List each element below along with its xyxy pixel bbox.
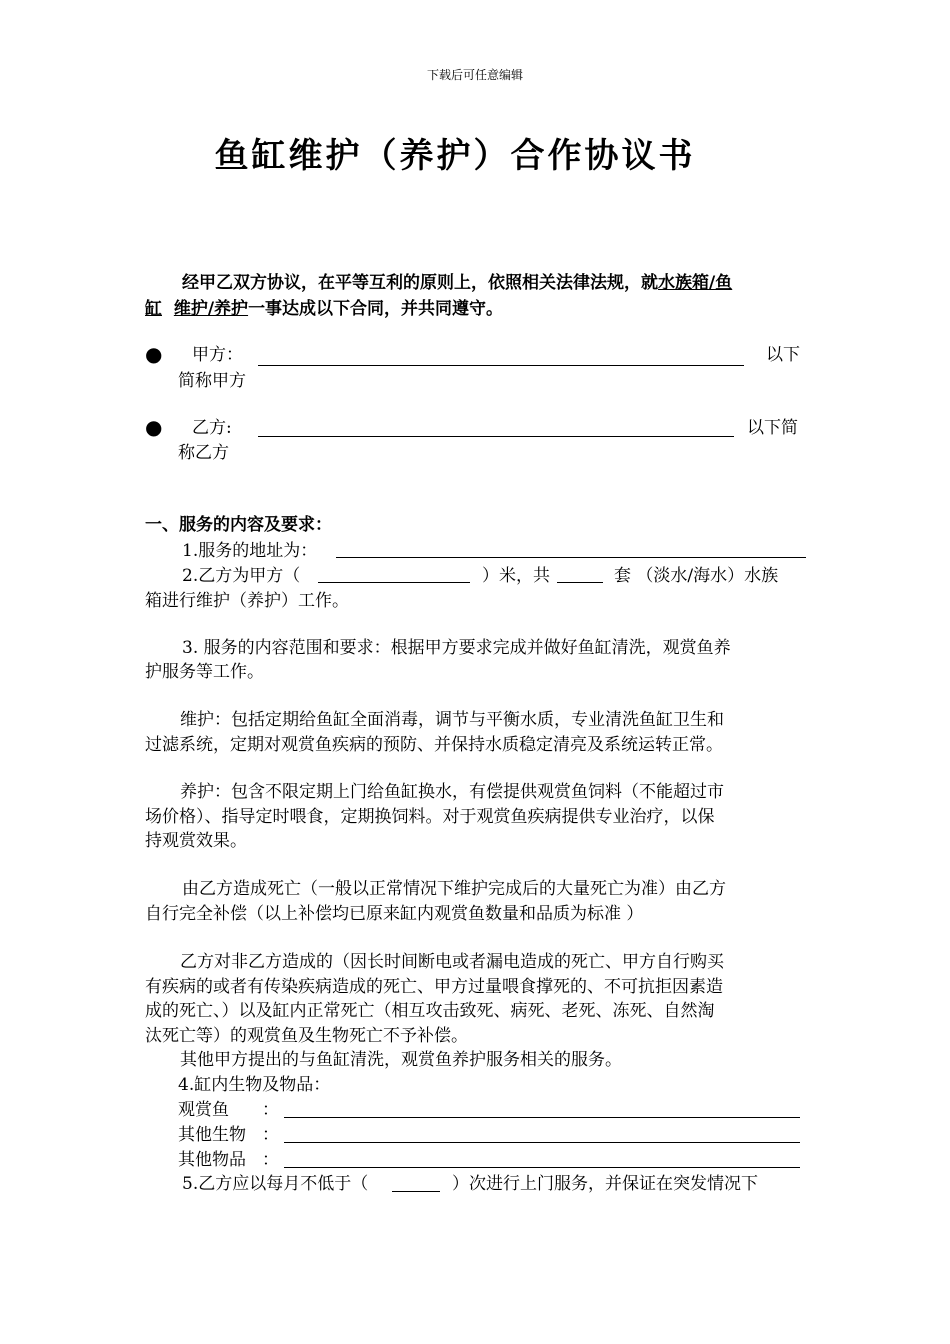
document-title: 鱼缸维护（养护）合作协议书	[214, 136, 696, 176]
care-line-2: 场价格）、指导定时喂食，定期换饲料。对于观赏鱼疾病提供专业治疗，以保	[145, 807, 715, 827]
intro-subject-cont: 缸	[145, 299, 162, 319]
party-a-suffix: 以下	[766, 345, 800, 365]
creatures-field[interactable]	[284, 1142, 800, 1143]
item-3-line-1: 3. 服务的内容范围和要求：根据甲方要求完成并做好鱼缸清洗，观赏鱼养	[182, 638, 731, 658]
party-a-label: 甲方：	[192, 345, 243, 365]
item-2-part-c: 套 （淡水/海水）水族	[614, 566, 779, 586]
item-5-part-b: ）次进行上门服务，并保证在突发情况下	[452, 1174, 758, 1194]
party-a-name-field[interactable]	[258, 365, 744, 366]
bullet-icon: ●	[145, 415, 163, 439]
item-2-part-b: ）米，共	[482, 566, 550, 586]
creatures-label: 其他生物	[178, 1125, 246, 1145]
tank-size-field[interactable]	[318, 582, 470, 583]
goods-label: 其他物品	[178, 1150, 246, 1170]
service-address-field[interactable]	[336, 557, 806, 558]
exclusion-line-1: 乙方对非乙方造成的（因长时间断电或者漏电造成的死亡、甲方自行购买	[180, 952, 724, 972]
maintenance-line-1: 维护：包括定期给鱼缸全面消毒，调节与平衡水质，专业清洗鱼缸卫生和	[180, 710, 724, 730]
party-b-label: 乙方:	[192, 418, 232, 438]
page-header: 下载后可任意编辑	[426, 68, 523, 82]
item-1-label: 1.服务的地址为：	[182, 541, 318, 561]
exclusion-line-4: 汰死亡等）的观赏鱼及生物死亡不予补偿。	[145, 1026, 468, 1046]
maintenance-line-2: 过滤系统，定期对观赏鱼疾病的预防、并保持水质稳定清亮及系统运转正常。	[145, 735, 723, 755]
party-a-alias: 简称甲方	[178, 371, 246, 391]
tank-count-field[interactable]	[557, 582, 603, 583]
care-line-3: 持观赏效果。	[145, 831, 247, 851]
party-b-suffix: 以下简	[747, 418, 798, 438]
care-line-1: 养护：包含不限定期上门给鱼缸换水，有偿提供观赏鱼饲料（不能超过市	[180, 782, 724, 802]
bullet-icon: ●	[145, 342, 163, 366]
fish-label: 观赏鱼	[178, 1100, 229, 1120]
goods-colon: ：	[262, 1150, 279, 1170]
visit-frequency-field[interactable]	[392, 1191, 440, 1192]
exclusion-line-2: 有疾病的或者有传染疾病造成的死亡、甲方过量喂食撑死的、不可抗拒因素造	[145, 977, 723, 997]
intro-subject: 水族箱/鱼	[658, 273, 733, 293]
death-line-1: 由乙方造成死亡（一般以正常情况下维护完成后的大量死亡为准）由乙方	[182, 879, 726, 899]
fish-colon: ：	[262, 1100, 279, 1120]
item-2-part-a: 2.乙方为甲方（	[182, 566, 301, 586]
fish-field[interactable]	[284, 1117, 800, 1118]
party-b-alias: 称乙方	[178, 443, 229, 463]
section-1-heading: 一、服务的内容及要求：	[145, 515, 332, 535]
intro-line-2	[145, 297, 503, 321]
party-b-name-field[interactable]	[258, 436, 734, 437]
creatures-colon: ：	[262, 1125, 279, 1145]
death-line-2: 自行完全补偿（以上补偿均已原来缸内观赏鱼数量和品质为标准 ）	[145, 904, 644, 924]
goods-field[interactable]	[284, 1167, 800, 1168]
item-2-line-2: 箱进行维护（养护）工作。	[145, 591, 349, 611]
intro-rest: 一事达成以下合同，并共同遵守。	[248, 299, 504, 319]
item-4-label: 4.缸内生物及物品：	[178, 1075, 331, 1095]
item-5-part-a: 5.乙方应以每月不低于（	[182, 1174, 369, 1194]
other-services: 其他甲方提出的与鱼缸清洗，观赏鱼养护服务相关的服务。	[180, 1050, 622, 1070]
exclusion-line-3: 成的死亡、）以及缸内正常死亡（相互攻击致死、病死、老死、冻死、自然淘	[145, 1001, 715, 1021]
item-3-line-2: 护服务等工作。	[145, 662, 264, 682]
intro-service: 维护/养护	[173, 299, 249, 319]
intro-text: 经甲乙双方协议，在平等互利的原则上，依照相关法律法规，就	[182, 273, 658, 293]
intro-line-1	[182, 271, 732, 295]
